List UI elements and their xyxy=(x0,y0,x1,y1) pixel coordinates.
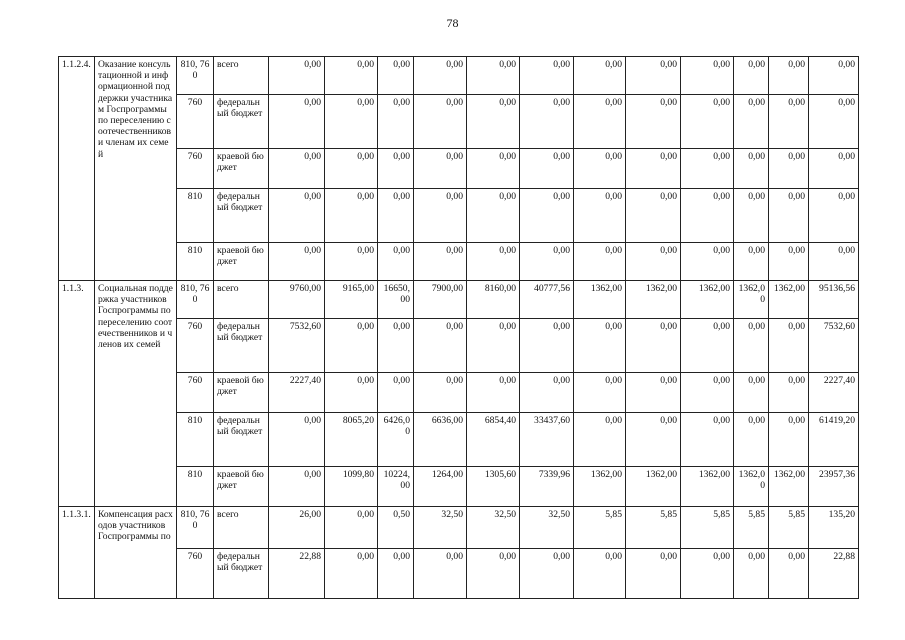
value-cell: 1362,00 xyxy=(769,467,809,507)
grbs-code: 760 xyxy=(177,319,214,373)
value-cell: 40777,56 xyxy=(520,281,574,319)
value-cell: 1362,00 xyxy=(769,281,809,319)
funding-source: всего xyxy=(214,57,269,95)
value-cell: 10224,00 xyxy=(378,467,414,507)
value-cell: 0,00 xyxy=(734,373,769,413)
value-cell: 0,00 xyxy=(574,57,626,95)
funding-source: краевой бюджет xyxy=(214,467,269,507)
value-cell: 0,00 xyxy=(734,319,769,373)
grbs-code: 810, 760 xyxy=(177,507,214,549)
value-cell: 16650,00 xyxy=(378,281,414,319)
value-cell: 0,00 xyxy=(626,57,681,95)
item-name: Компенсация расходов участников Госпрограммы по xyxy=(95,507,177,599)
value-cell: 0,00 xyxy=(414,95,467,149)
value-cell: 8160,00 xyxy=(467,281,520,319)
value-cell: 0,00 xyxy=(520,57,574,95)
value-cell: 1362,00 xyxy=(626,281,681,319)
value-total: 135,20 xyxy=(809,507,859,549)
value-cell: 0,00 xyxy=(467,549,520,599)
table-row xyxy=(59,281,859,319)
value-cell: 0,00 xyxy=(626,243,681,281)
table-row xyxy=(59,57,859,95)
grbs-code: 760 xyxy=(177,149,214,189)
table-row xyxy=(59,95,859,149)
value-cell: 0,00 xyxy=(378,95,414,149)
value-cell: 0,00 xyxy=(574,413,626,467)
value-cell: 0,00 xyxy=(325,95,378,149)
value-cell: 6426,00 xyxy=(378,413,414,467)
value-cell: 0,00 xyxy=(414,319,467,373)
value-cell: 0,00 xyxy=(269,243,325,281)
value-cell: 0,00 xyxy=(734,243,769,281)
value-cell: 0,00 xyxy=(325,373,378,413)
value-cell: 22,88 xyxy=(269,549,325,599)
value-cell: 9165,00 xyxy=(325,281,378,319)
table-row xyxy=(59,189,859,243)
value-cell: 0,00 xyxy=(378,149,414,189)
value-cell: 0,00 xyxy=(325,57,378,95)
value-cell: 0,00 xyxy=(574,319,626,373)
value-cell: 0,00 xyxy=(467,57,520,95)
value-cell: 0,00 xyxy=(269,413,325,467)
value-cell: 0,00 xyxy=(626,549,681,599)
value-cell: 0,00 xyxy=(520,549,574,599)
value-cell: 0,00 xyxy=(467,95,520,149)
value-cell: 0,00 xyxy=(378,319,414,373)
value-cell: 0,00 xyxy=(626,413,681,467)
value-cell: 0,00 xyxy=(574,243,626,281)
value-cell: 0,00 xyxy=(769,549,809,599)
value-cell: 5,85 xyxy=(769,507,809,549)
value-cell: 0,00 xyxy=(681,373,734,413)
grbs-code: 760 xyxy=(177,373,214,413)
value-cell: 0,00 xyxy=(574,149,626,189)
item-code: 1.1.3. xyxy=(59,281,95,507)
value-cell: 0,00 xyxy=(574,373,626,413)
value-cell: 0,00 xyxy=(681,243,734,281)
table-row xyxy=(59,373,859,413)
value-cell: 0,00 xyxy=(626,189,681,243)
table-row xyxy=(59,549,859,599)
value-cell: 0,00 xyxy=(414,549,467,599)
value-total: 0,00 xyxy=(809,57,859,95)
value-cell: 5,85 xyxy=(574,507,626,549)
value-cell: 1362,00 xyxy=(574,467,626,507)
table-row xyxy=(59,243,859,281)
value-cell: 0,00 xyxy=(681,95,734,149)
value-total: 0,00 xyxy=(809,189,859,243)
funding-source: всего xyxy=(214,507,269,549)
value-cell: 0,00 xyxy=(681,319,734,373)
value-total: 0,00 xyxy=(809,95,859,149)
grbs-code: 810 xyxy=(177,467,214,507)
value-cell: 5,85 xyxy=(626,507,681,549)
value-cell: 0,00 xyxy=(520,189,574,243)
value-total: 61419,20 xyxy=(809,413,859,467)
value-cell: 0,00 xyxy=(325,549,378,599)
value-cell: 0,00 xyxy=(734,149,769,189)
value-cell: 0,00 xyxy=(734,189,769,243)
value-cell: 33437,60 xyxy=(520,413,574,467)
value-cell: 32,50 xyxy=(520,507,574,549)
grbs-code: 760 xyxy=(177,549,214,599)
value-cell: 0,00 xyxy=(414,243,467,281)
value-cell: 0,00 xyxy=(574,95,626,149)
value-cell: 0,00 xyxy=(769,319,809,373)
funding-source: федеральный бюджет xyxy=(214,319,269,373)
value-cell: 0,00 xyxy=(769,243,809,281)
funding-source: всего xyxy=(214,281,269,319)
value-cell: 0,00 xyxy=(626,373,681,413)
value-cell: 0,00 xyxy=(681,549,734,599)
item-name: Оказание консультационной и информационной поддержки участникам Госпрограммы по переселению соотечественников и членам их семей xyxy=(95,57,177,281)
table-row xyxy=(59,319,859,373)
value-cell: 6854,40 xyxy=(467,413,520,467)
value-total: 22,88 xyxy=(809,549,859,599)
value-cell: 0,00 xyxy=(325,319,378,373)
grbs-code: 810 xyxy=(177,243,214,281)
value-cell: 1362,00 xyxy=(734,467,769,507)
value-cell: 0,00 xyxy=(769,57,809,95)
value-cell: 0,00 xyxy=(520,319,574,373)
value-cell: 0,00 xyxy=(520,243,574,281)
value-total: 0,00 xyxy=(809,243,859,281)
value-cell: 1099,80 xyxy=(325,467,378,507)
value-cell: 0,00 xyxy=(626,149,681,189)
value-cell: 32,50 xyxy=(467,507,520,549)
value-total: 7532,60 xyxy=(809,319,859,373)
value-cell: 0,00 xyxy=(414,189,467,243)
value-cell: 0,00 xyxy=(269,57,325,95)
item-code: 1.1.2.4. xyxy=(59,57,95,281)
value-cell: 0,00 xyxy=(626,319,681,373)
value-cell: 0,00 xyxy=(520,149,574,189)
value-cell: 0,00 xyxy=(769,95,809,149)
value-total: 95136,56 xyxy=(809,281,859,319)
value-total: 2227,40 xyxy=(809,373,859,413)
value-cell: 5,85 xyxy=(681,507,734,549)
value-cell: 0,00 xyxy=(378,57,414,95)
value-cell: 1362,00 xyxy=(734,281,769,319)
value-cell: 0,00 xyxy=(734,549,769,599)
value-cell: 0,00 xyxy=(325,243,378,281)
value-cell: 0,00 xyxy=(681,149,734,189)
value-cell: 7339,96 xyxy=(520,467,574,507)
table-row xyxy=(59,413,859,467)
value-cell: 7900,00 xyxy=(414,281,467,319)
funding-source: федеральный бюджет xyxy=(214,189,269,243)
value-cell: 0,00 xyxy=(574,549,626,599)
table-row xyxy=(59,149,859,189)
value-cell: 0,00 xyxy=(269,467,325,507)
value-cell: 7532,60 xyxy=(269,319,325,373)
value-cell: 9760,00 xyxy=(269,281,325,319)
grbs-code: 810, 760 xyxy=(177,281,214,319)
funding-source: федеральный бюджет xyxy=(214,549,269,599)
value-cell: 0,00 xyxy=(734,95,769,149)
value-cell: 2227,40 xyxy=(269,373,325,413)
value-cell: 0,00 xyxy=(269,189,325,243)
value-cell: 1362,00 xyxy=(681,281,734,319)
funding-source: краевой бюджет xyxy=(214,373,269,413)
funding-source: федеральный бюджет xyxy=(214,95,269,149)
value-cell: 0,00 xyxy=(681,57,734,95)
value-cell: 1264,00 xyxy=(414,467,467,507)
value-cell: 0,00 xyxy=(520,95,574,149)
item-name: Социальная поддержка участников Госпрограммы по переселению соотечественников и членов их семей xyxy=(95,281,177,507)
page-number: 78 xyxy=(446,16,459,30)
table-row xyxy=(59,507,859,549)
value-cell: 0,00 xyxy=(325,149,378,189)
value-total: 0,00 xyxy=(809,149,859,189)
value-cell: 0,00 xyxy=(467,189,520,243)
value-cell: 1362,00 xyxy=(626,467,681,507)
value-cell: 0,00 xyxy=(467,319,520,373)
value-cell: 0,00 xyxy=(681,189,734,243)
grbs-code: 810, 760 xyxy=(177,57,214,95)
table-row xyxy=(59,467,859,507)
value-cell: 26,00 xyxy=(269,507,325,549)
value-cell: 0,00 xyxy=(378,549,414,599)
value-cell: 1362,00 xyxy=(681,467,734,507)
value-cell: 0,00 xyxy=(467,243,520,281)
value-cell: 0,00 xyxy=(769,413,809,467)
value-cell: 0,00 xyxy=(378,243,414,281)
value-cell: 32,50 xyxy=(414,507,467,549)
value-cell: 0,00 xyxy=(378,189,414,243)
value-cell: 0,00 xyxy=(378,373,414,413)
value-cell: 0,00 xyxy=(769,189,809,243)
value-cell: 0,00 xyxy=(325,189,378,243)
value-cell: 0,00 xyxy=(467,373,520,413)
value-cell: 0,00 xyxy=(269,95,325,149)
value-cell: 0,00 xyxy=(414,149,467,189)
funding-source: краевой бюджет xyxy=(214,243,269,281)
value-cell: 0,00 xyxy=(734,413,769,467)
funding-source: федеральный бюджет xyxy=(214,413,269,467)
value-cell: 0,00 xyxy=(520,373,574,413)
value-cell: 0,00 xyxy=(414,373,467,413)
grbs-code: 810 xyxy=(177,413,214,467)
grbs-code: 760 xyxy=(177,95,214,149)
value-cell: 0,00 xyxy=(681,413,734,467)
value-cell: 0,00 xyxy=(769,373,809,413)
value-cell: 0,00 xyxy=(769,149,809,189)
value-cell: 6636,00 xyxy=(414,413,467,467)
value-cell: 0,00 xyxy=(626,95,681,149)
value-total: 23957,36 xyxy=(809,467,859,507)
value-cell: 0,00 xyxy=(325,507,378,549)
value-cell: 0,00 xyxy=(574,189,626,243)
value-cell: 0,00 xyxy=(467,149,520,189)
table-body xyxy=(59,57,859,599)
value-cell: 5,85 xyxy=(734,507,769,549)
value-cell: 0,50 xyxy=(378,507,414,549)
value-cell: 0,00 xyxy=(734,57,769,95)
value-cell: 8065,20 xyxy=(325,413,378,467)
value-cell: 1362,00 xyxy=(574,281,626,319)
value-cell: 0,00 xyxy=(414,57,467,95)
budget-table xyxy=(58,56,859,599)
grbs-code: 810 xyxy=(177,189,214,243)
funding-source: краевой бюджет xyxy=(214,149,269,189)
value-cell: 0,00 xyxy=(269,149,325,189)
item-code: 1.1.3.1. xyxy=(59,507,95,599)
value-cell: 1305,60 xyxy=(467,467,520,507)
